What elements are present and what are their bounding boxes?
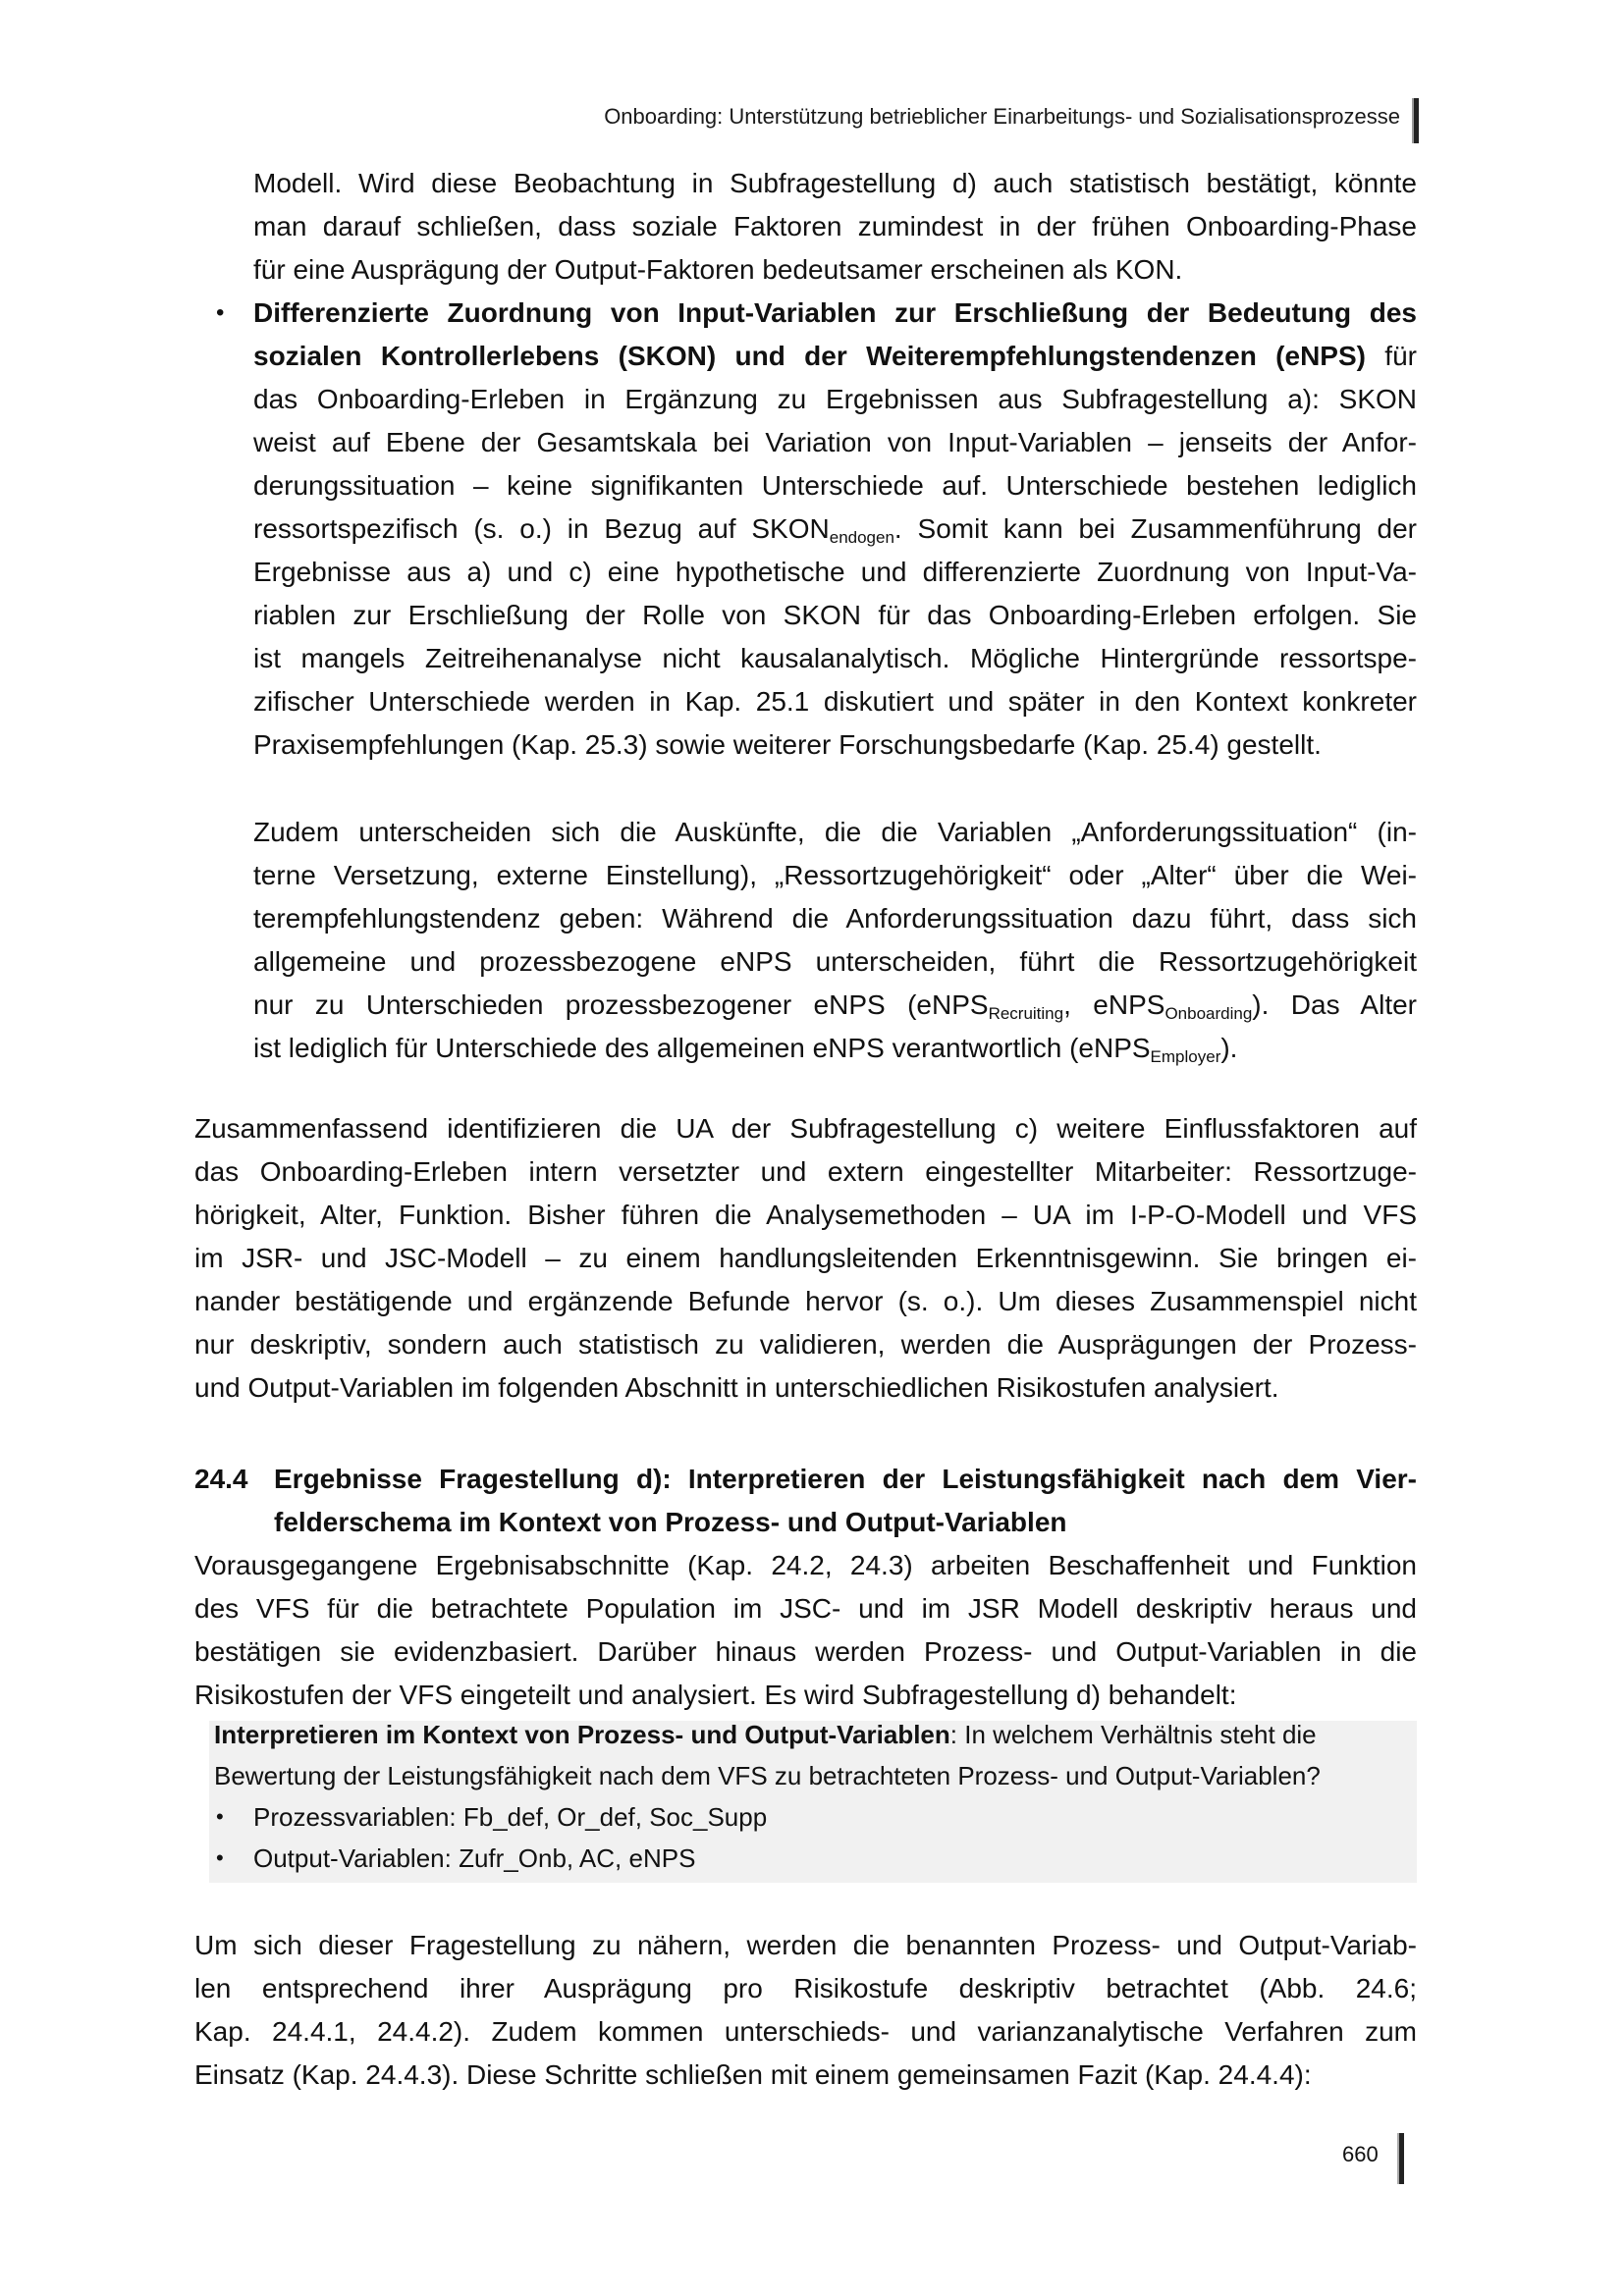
body-line: das Onboarding-Erleben intern versetzter und extern eingestellter Mitarbeiter: Ressortzuge- — [194, 1156, 1417, 1187]
body-line: terne Versetzung, externe Einstellung), „Ressortzugehörigkeit“ oder „Alter“ über die Wei- — [253, 860, 1417, 890]
question-bullet-item: Prozessvariablen: Fb_def, Or_def, Soc_Supp — [253, 1802, 768, 1832]
body-line — [253, 507, 1417, 551]
text-run: ). — [1220, 1033, 1238, 1063]
body-line: hörigkeit, Alter, Funktion. Bisher führen die Analysemethoden – UA im I-P-O-Modell und VFS — [194, 1200, 1417, 1230]
body-line: Praxisempfehlungen (Kap. 25.3) sowie weiterer Forschungsbedarfe (Kap. 25.4) gestellt. — [253, 729, 1322, 760]
body-line: len entsprechend ihrer Ausprägung pro Risikostufe deskriptiv betrachtet (Abb. 24.6; — [194, 1973, 1417, 2003]
text-run: nur zu Unterschieden prozessbezogener eNPS (eNPS — [253, 989, 989, 1020]
body-line: Risikostufen der VFS eingeteilt und analysiert. Es wird Subfragestellung d) behandelt: — [194, 1680, 1237, 1710]
body-line: im JSR- und JSC-Modell – zu einem handlungsleitenden Erkenntnisgewinn. Sie bringen ei- — [194, 1243, 1417, 1273]
section-heading: felderschema im Kontext von Prozess- und Output-Variablen — [274, 1507, 1067, 1537]
text-run: ressortspezifisch (s. o.) in Bezug auf SKON — [253, 513, 830, 544]
bullet-icon: • — [216, 299, 225, 326]
bullet-icon: • — [216, 1804, 224, 1829]
question-title: Interpretieren im Kontext von Prozess- und Output-Variablen — [214, 1720, 950, 1749]
body-line: riablen zur Erschließung der Rolle von SKON für das Onboarding-Erleben erfolgen. Sie — [253, 600, 1417, 630]
question-title-line — [214, 1714, 1317, 1755]
running-header: Onboarding: Unterstützung betrieblicher Einarbeitungs- und Sozialisationsprozesse — [604, 104, 1400, 129]
body-line: Um sich dieser Fragestellung zu nähern, werden die benannten Prozess- und Output-Variab- — [194, 1930, 1417, 1960]
body-line: Zudem unterscheiden sich die Auskünfte, die die Variablen „Anforderungssituation“ (in- — [253, 817, 1417, 847]
bold-phrase: sozialen Kontrollerlebens (SKON) und der Weiterempfehlungstendenzen (eNPS) — [253, 341, 1366, 371]
body-line: man darauf schließen, dass soziale Faktoren zumindest in der frühen Onboarding-Phase — [253, 211, 1417, 241]
body-line: Modell. Wird diese Beobachtung in Subfragestellung d) auch statistisch bestätigt, könnte — [253, 168, 1417, 198]
bullet-bold-line: Differenzierte Zuordnung von Input-Variablen zur Erschließung der Bedeutung des — [253, 297, 1417, 328]
body-line: nander bestätigende und ergänzende Befunde hervor (s. o.). Um dieses Zusammenspiel nicht — [194, 1286, 1417, 1316]
bullet-mixed-line — [253, 335, 1417, 378]
body-line: bestätigen sie evidenzbasiert. Darüber hinaus werden Prozess- und Output-Variablen in die — [194, 1636, 1417, 1667]
question-text: Bewertung der Leistungsfähigkeit nach dem VFS zu betrachteten Prozess- und Output-Variablen? — [214, 1761, 1321, 1790]
footer-rule — [1399, 2133, 1404, 2184]
header-rule — [1414, 98, 1419, 143]
text-run: ). Das Alter — [1252, 989, 1417, 1020]
body-line: das Onboarding-Erleben in Ergänzung zu Ergebnissen aus Subfragestellung a): SKON — [253, 384, 1417, 414]
section-heading: Ergebnisse Fragestellung d): Interpretieren der Leistungsfähigkeit nach dem Vier- — [274, 1464, 1417, 1494]
body-line: Ergebnisse aus a) und c) eine hypothetische und differenzierte Zuordnung von Input-Va- — [253, 557, 1417, 587]
bullet-icon: • — [216, 1845, 224, 1870]
body-line: weist auf Ebene der Gesamtskala bei Variation von Input-Variablen – jenseits der Anfor- — [253, 427, 1417, 457]
question-bullet-item: Output-Variablen: Zufr_Onb, AC, eNPS — [253, 1843, 696, 1873]
body-line — [253, 984, 1417, 1027]
text-run: , eNPS — [1063, 989, 1165, 1020]
text-run: für — [1365, 341, 1417, 371]
subscript: Recruiting — [988, 1004, 1064, 1023]
body-line: derungssituation – keine signifikanten Unterschiede auf. Unterschiede bestehen lediglich — [253, 470, 1417, 501]
body-line: ist mangels Zeitreihenanalyse nicht kausalanalytisch. Mögliche Hintergründe ressortspe- — [253, 643, 1417, 673]
subscript: Onboarding — [1164, 1004, 1253, 1023]
section-number: 24.4 — [194, 1464, 248, 1494]
body-line: für eine Ausprägung der Output-Faktoren bedeutsamer erscheinen als KON. — [253, 254, 1183, 285]
body-line: des VFS für die betrachtete Population im JSC- und im JSR Modell deskriptiv heraus und — [194, 1593, 1417, 1624]
text-run: . Somit kann bei Zusammenführung der — [893, 513, 1417, 544]
text-run: ist lediglich für Unterschiede des allgemeinen eNPS verantwortlich (eNPS — [253, 1033, 1151, 1063]
text-run: : In welchem Verhältnis steht die — [949, 1720, 1317, 1749]
body-line: Kap. 24.4.1, 24.4.2). Zudem kommen unterschieds- und varianzanalytische Verfahren zum — [194, 2016, 1417, 2047]
subscript: endogen — [829, 528, 894, 547]
body-line — [253, 1027, 1417, 1070]
page-number: 660 — [1342, 2142, 1379, 2166]
body-line: und Output-Variablen im folgenden Abschnitt in unterschiedlichen Risikostufen analysiert. — [194, 1372, 1279, 1403]
body-line: Zusammenfassend identifizieren die UA der Subfragestellung c) weitere Einflussfaktoren auf — [194, 1113, 1417, 1144]
body-line: allgemeine und prozessbezogene eNPS unterscheiden, führt die Ressortzugehörigkeit — [253, 946, 1417, 977]
body-line: Vorausgegangene Ergebnisabschnitte (Kap. 24.2, 24.3) arbeiten Beschaffenheit und Funktion — [194, 1550, 1417, 1580]
body-line: nur deskriptiv, sondern auch statistisch zu validieren, werden die Ausprägungen der Prozess- — [194, 1329, 1417, 1360]
subscript: Employer — [1150, 1047, 1221, 1066]
body-line: zifischer Unterschiede werden in Kap. 25.1 diskutiert und später in den Kontext konkreter — [253, 686, 1417, 717]
body-line: terempfehlungstendenz geben: Während die Anforderungssituation dazu führt, dass sich — [253, 903, 1417, 934]
body-line: Einsatz (Kap. 24.4.3). Diese Schritte schließen mit einem gemeinsamen Fazit (Kap. 24.4.4): — [194, 2059, 1312, 2090]
